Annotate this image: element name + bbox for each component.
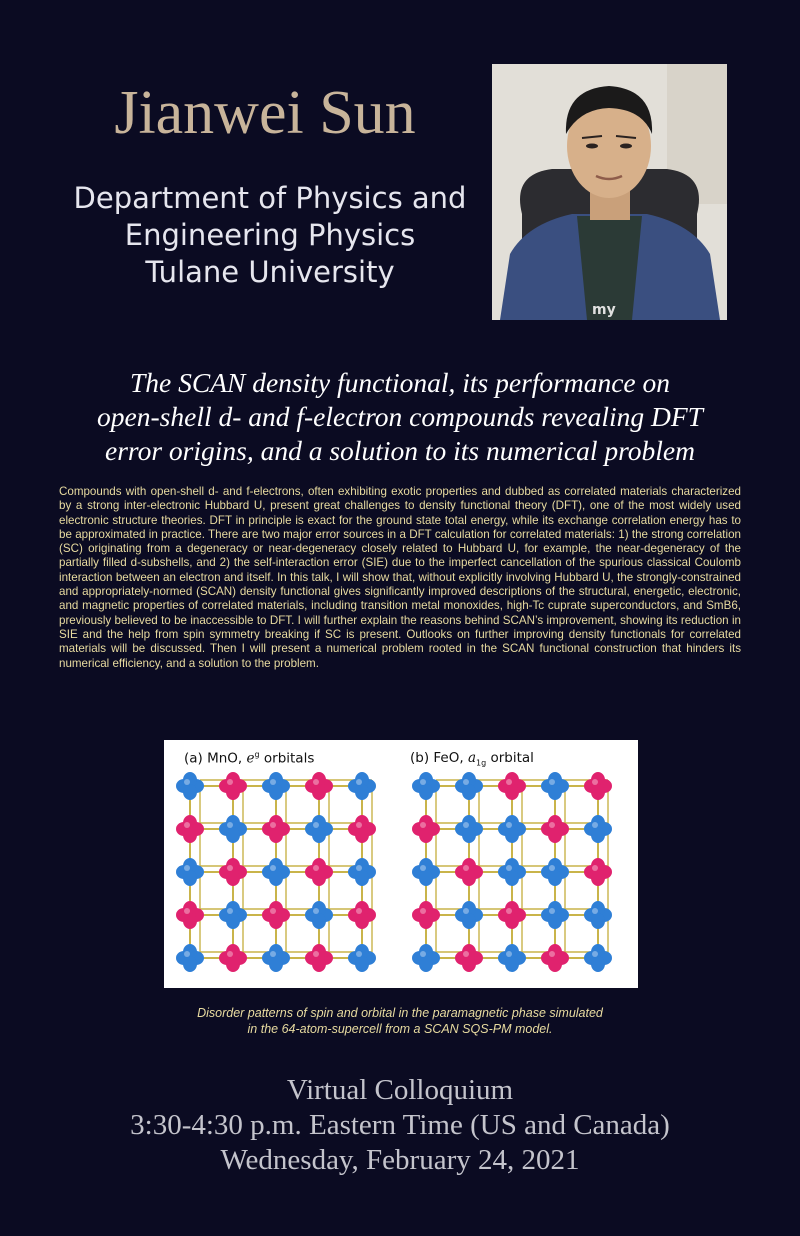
- speaker-affiliation: [50, 180, 490, 291]
- caption-line: in the 64-atom-supercell from a SCAN SQS-PM model.: [247, 1022, 553, 1036]
- affiliation-line: Department of Physics and: [73, 181, 467, 215]
- title-line: error origins, and a solution to its numerical problem: [105, 435, 695, 467]
- caption-line: Disorder patterns of spin and orbital in the paramagnetic phase simulated: [197, 1006, 603, 1020]
- event-date: Wednesday, February 24, 2021: [220, 1144, 580, 1176]
- orbital-figure: [164, 740, 638, 988]
- svg-text:my: my: [592, 302, 616, 318]
- event-time: 3:30-4:30 p.m. Eastern Time (US and Canada): [130, 1109, 670, 1141]
- title-line: open-shell d- and f-electron compounds revealing DFT: [97, 401, 703, 433]
- panel-b-label: (b) FeO, $a_{1g}$ orbital: [410, 750, 534, 768]
- panel-a-label: (a) MnO, $e^g$ orbitals: [184, 750, 315, 767]
- abstract-paragraph: Compounds with open-shell d- and f-electrons, often exhibiting exotic properties and dubbed as correlated materials characterized by a strong inter-electronic Hubbard U, present great challenges to density functional theory (DFT), one of the most widely used electronic structure theories. DFT in principle is exact for the ground state total energy, while its exchange correlation energy has to be approximated in practice. There are two major error sources in a DFT calculation for correlated materials: 1) the strong correlation (SC) originating from a degeneracy or near-degeneracy closely related to Hubbard U, for example, the near-degeneracy of the partially filled d-subshells, and 2) the self-interaction error (SIE) due to the imperfect cancellation of the spurious classical Coulomb interaction between an electron and itself. In this talk, I will show that, without explicitly involving Hubbard U, the strongly-constrained and appropriately-normed (SCAN) density functional gives significantly improved descriptions of the structural, energetic, electronic, and magnetic properties of correlated materials, including transition metal monoxides, high-Tc cuprate superconductors, and SmB6, previously believed to be inaccessible to DFT. I will further explain the reasons behind SCAN’s improvement, showing its reduction in SIE and the help from spin symmetry breaking if SC is present. Outlooks on further improving density functionals for correlated materials will be discussed. Then I will present a numerical problem rooted in the SCAN functional construction that hinders its numerical efficiency, and a solution to the problem.: [59, 485, 741, 670]
- lattice-b: [408, 770, 618, 982]
- speaker-name: Jianwei Sun: [114, 79, 416, 147]
- event-details: [20, 1073, 780, 1178]
- lattice-a: [172, 770, 382, 982]
- affiliation-line: Engineering Physics: [124, 218, 416, 253]
- figure-caption: [120, 1005, 680, 1037]
- affiliation-line: Tulane University: [145, 255, 395, 290]
- talk-title: [20, 366, 780, 468]
- title-line: The SCAN density functional, its performance on: [129, 367, 671, 398]
- speaker-photo: [492, 64, 727, 320]
- event-type: Virtual Colloquium: [286, 1074, 514, 1106]
